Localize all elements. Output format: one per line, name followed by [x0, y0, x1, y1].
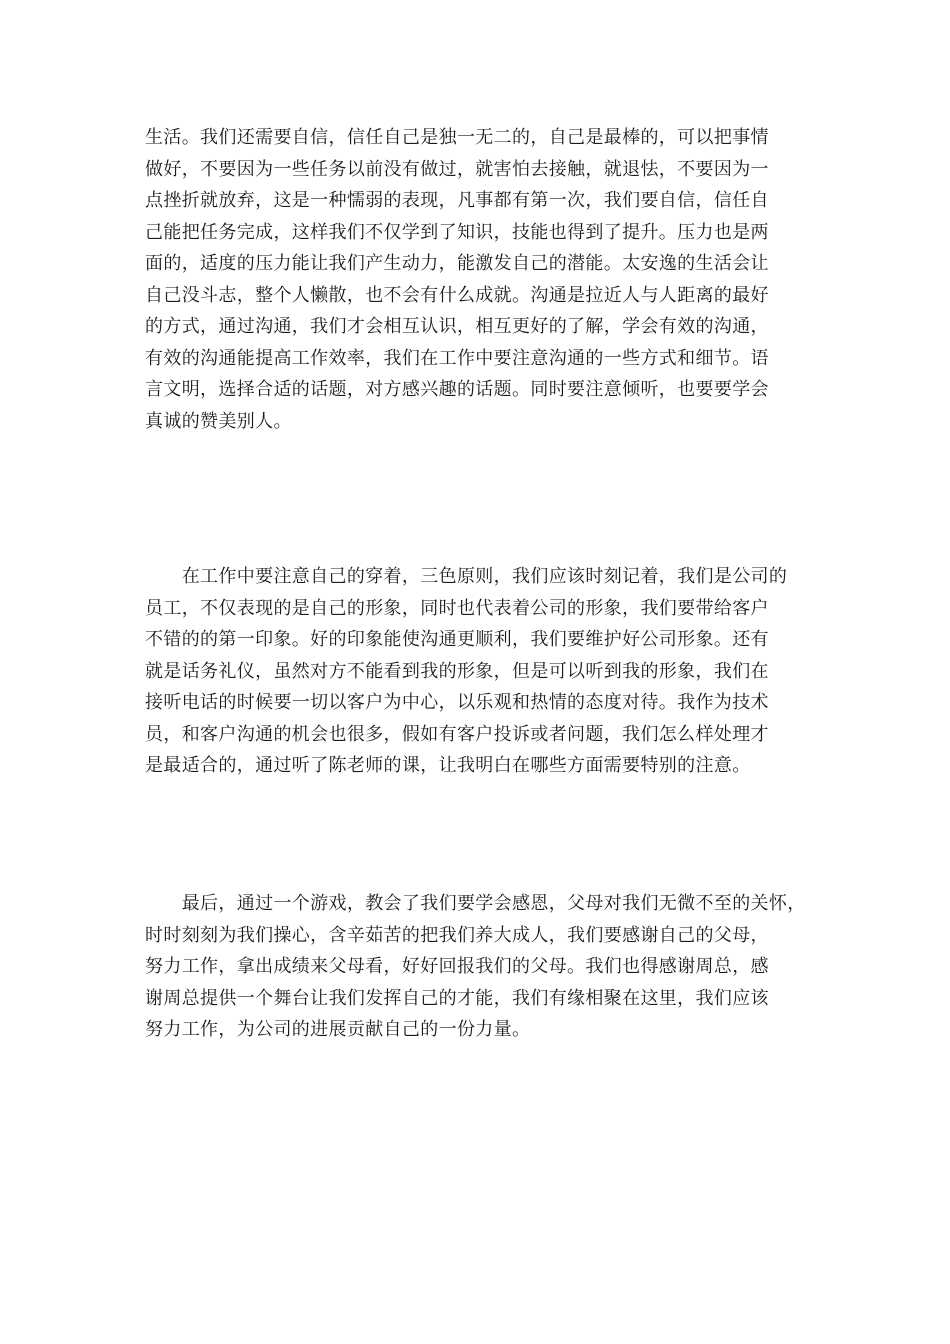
- paragraph-line: 努力工作，拿出成绩来父母看，好好回报我们的父母。我们也得感谢周总，感: [145, 956, 769, 977]
- paragraph-line: 接听电话的时候要一切以客户为中心，以乐观和热情的态度对待。我作为技术: [145, 692, 769, 713]
- paragraph-line: 员工，不仅表现的是自己的形象，同时也代表着公司的形象，我们要带给客户: [145, 597, 769, 619]
- paragraph-line: 己能把任务完成，这样我们不仅学到了知识，技能也得到了提升。压力也是两: [145, 221, 769, 243]
- paragraph-line: 在工作中要注意自己的穿着，三色原则，我们应该时刻记着，我们是公司的: [145, 566, 788, 587]
- paragraph-self-confidence: [145, 122, 815, 437]
- paragraph-dress-and-etiquette: [145, 561, 815, 782]
- paragraph-line: 言文明，选择合适的话题，对方感兴趣的话题。同时要注意倾听，也要要学会: [145, 379, 769, 400]
- paragraph-line: 点挫折就放弃，这是一种懦弱的表现，凡事都有第一次，我们要自信，信任自: [145, 190, 769, 211]
- paragraph-line: 时时刻刻为我们操心，含辛茹苦的把我们养大成人，我们要感谢自己的父母，: [145, 924, 769, 946]
- paragraph-gratitude: [145, 888, 815, 1046]
- paragraph-line: 的方式，通过沟通，我们才会相互认识，相互更好的了解，学会有效的沟通，: [145, 316, 769, 337]
- paragraph-line: 就是话务礼仪，虽然对方不能看到我的形象，但是可以听到我的形象，我们在: [145, 660, 769, 682]
- paragraph-line: 努力工作，为公司的进展贡献自己的一份力量。: [145, 1019, 531, 1040]
- paragraph-line: 最后，通过一个游戏，教会了我们要学会感恩，父母对我们无微不至的关怀，: [145, 893, 806, 914]
- paragraph-line: 谢周总提供一个舞台让我们发挥自己的才能，我们有缘相聚在这里，我们应该: [145, 987, 769, 1009]
- paragraph-line: 不错的的第一印象。好的印象能使沟通更顺利，我们要维护好公司形象。还有: [145, 629, 769, 650]
- paragraph-line: 是最适合的，通过听了陈老师的课，让我明白在哪些方面需要特别的注意。: [145, 755, 751, 776]
- paragraph-line: 面的，适度的压力能让我们产生动力，能激发自己的潜能。太安逸的生活会让: [145, 253, 769, 274]
- paragraph-line: 员，和客户沟通的机会也很多，假如有客户投诉或者问题，我们怎么样处理才: [145, 723, 769, 745]
- paragraph-line: 生活。我们还需要自信，信任自己是独一无二的，自己是最棒的，可以把事情: [145, 127, 769, 148]
- paragraph-line: 做好，不要因为一些任务以前没有做过，就害怕去接触，就退怯，不要因为一: [145, 158, 769, 180]
- paragraph-line: 真诚的赞美别人。: [145, 410, 292, 432]
- paragraph-line: 自己没斗志，整个人懒散，也不会有什么成就。沟通是拉近人与人距离的最好: [145, 284, 769, 306]
- paragraph-line: 有效的沟通能提高工作效率，我们在工作中要注意沟通的一些方式和细节。语: [145, 347, 769, 369]
